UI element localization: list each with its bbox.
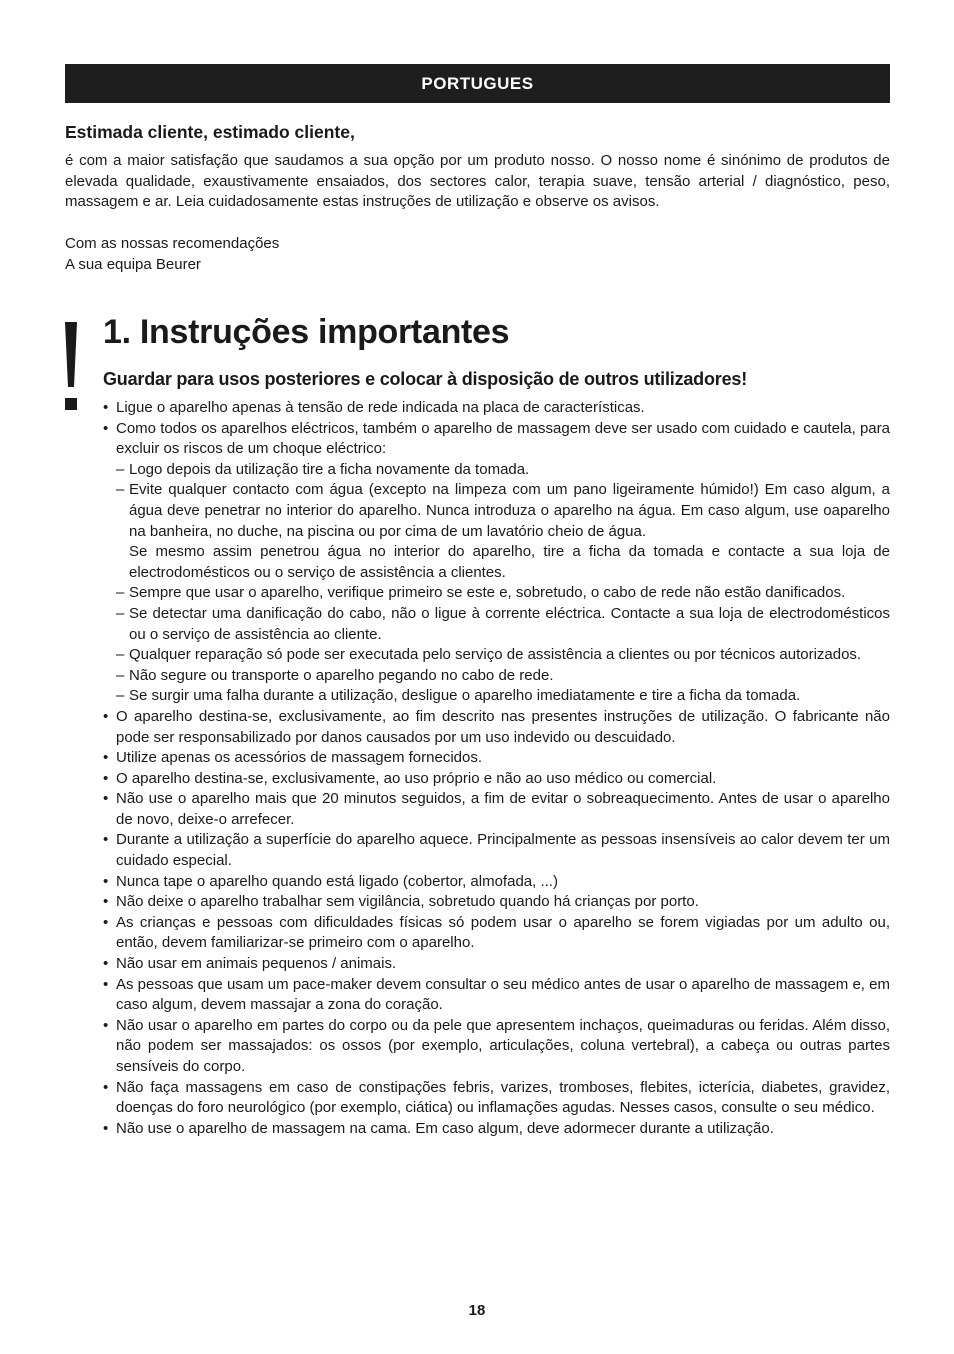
list-item: • As crianças e pessoas com dificuldades físicas só podem usar o aparelho se forem vigiadas por um adulto ou, então, devem familiarizar-se primeiro com o aparelho.	[103, 913, 890, 954]
list-subitem: – Qualquer reparação só pode ser executada pelo serviço de assistência a clientes ou por técnicos autorizados.	[103, 645, 890, 666]
section-title: 1. Instruções importantes	[103, 313, 510, 351]
list-subitem-continuation: Se mesmo assim penetrou água no interior do aparelho, tire a ficha da tomada e contacte a sua loja de electrodomésticos ou o serviço de assistência a clientes.	[129, 543, 890, 581]
list-item: • As pessoas que usam um pace-maker devem consultar o seu médico antes de usar o aparelho de massagem e, em caso algum, devem massajar a zona do coração.	[103, 975, 890, 1016]
list-item: • Não usar em animais pequenos / animais.	[103, 954, 890, 975]
list-subitem: – Logo depois da utilização tire a ficha novamente da tomada.	[103, 460, 890, 481]
list-item: • O aparelho destina-se, exclusivamente, ao uso próprio e não ao uso médico ou comercial.	[103, 769, 890, 790]
list-subitem: – Evite qualquer contacto com água (excepto na limpeza com um pano ligeiramente húmido!) Em caso algum, a água deve penetrar no interior do aparelho. Nunca introduza o aparelho na água. Em caso algum, use oaparelho na banheira, no duche, na piscina ou por cima de um lavatório cheio de água.	[103, 480, 890, 542]
list-item: • O aparelho destina-se, exclusivamente, ao fim descrito nas presentes instruções de utilização. O fabricante não pode ser responsabilizado por danos causados por um uso indevido ou descuidado.	[103, 707, 890, 748]
page-number: 18	[468, 1302, 486, 1319]
list-item: • Não use o aparelho mais que 20 minutos seguidos, a fim de evitar o sobreaquecimento. Antes de usar o aparelho de novo, deixe-o arrefecer.	[103, 789, 890, 830]
signoff	[65, 233, 279, 275]
exclamation-warning-icon	[55, 322, 87, 412]
list-item: • Ligue o aparelho apenas à tensão de rede indicada na placa de características.	[103, 398, 890, 419]
list-subitem: – Sempre que usar o aparelho, verifique primeiro se este e, sobretudo, o cabo de rede não estão danificados.	[103, 583, 890, 604]
greeting-heading: Estimada cliente, estimado cliente,	[65, 122, 355, 142]
list-item: • Utilize apenas os acessórios de massagem fornecidos.	[103, 748, 890, 769]
instruction-list	[103, 398, 890, 1139]
list-item: • Não use o aparelho de massagem na cama. Em caso algum, deve adormecer durante a utilização.	[103, 1119, 890, 1140]
list-item: • Não faça massagens em caso de constipações febris, varizes, tromboses, flebites, icterícia, diabetes, gravidez, doenças do foro neurológico (por exemplo, ciática) ou inflamações agudas. Nesses casos, consulte o seu médico.	[103, 1078, 890, 1119]
intro-paragraph: é com a maior satisfação que saudamos a sua opção por um produto nosso. O nosso nome é sinónimo de produtos de elevada qualidade, exaustivamente ensaiados, dos sectores calor, terapia suave, tensão arterial / diagnóstico, peso, massagem e ar. Leia cuidadosamente estas instruções de utilização e observe os avisos.	[65, 152, 890, 211]
section-subtitle: Guardar para usos posteriores e colocar à disposição de outros utilizadores!	[103, 369, 747, 389]
list-subitem: – Não segure ou transporte o aparelho pegando no cabo de rede.	[103, 666, 890, 687]
list-item: • Como todos os aparelhos eléctricos, também o aparelho de massagem deve ser usado com cuidado e cautela, para excluir os riscos de um choque eléctrico:	[103, 419, 890, 460]
signoff-line-2: A sua equipa Beurer	[65, 256, 201, 273]
language-header-bar	[65, 64, 890, 103]
language-label: PORTUGUES	[421, 73, 534, 93]
signoff-line-1: Com as nossas recomendações	[65, 235, 280, 252]
list-subitem: – Se detectar uma danificação do cabo, não o ligue à corrente eléctrica. Contacte a sua loja de electrodomésticos ou o serviço de assistência ao cliente.	[103, 604, 890, 645]
list-item: • Não deixe o aparelho trabalhar sem vigilância, sobretudo quando há crianças por porto.	[103, 892, 890, 913]
list-item: • Não usar o aparelho em partes do corpo ou da pele que apresentem inchaços, queimaduras ou feridas. Além disso, não podem ser massajados: os ossos (por exemplo, articulações, coluna vertebral), a cabeça ou outras partes sensíveis do corpo.	[103, 1016, 890, 1078]
list-item: • Durante a utilização a superfície do aparelho aquece. Principalmente as pessoas insensíveis ao calor devem ter um cuidado especial.	[103, 830, 890, 871]
list-item: • Nunca tape o aparelho quando está ligado (cobertor, almofada, ...)	[103, 872, 890, 893]
list-subitem: – Se surgir uma falha durante a utilização, desligue o aparelho imediatamente e tire a ficha da tomada.	[103, 686, 890, 707]
